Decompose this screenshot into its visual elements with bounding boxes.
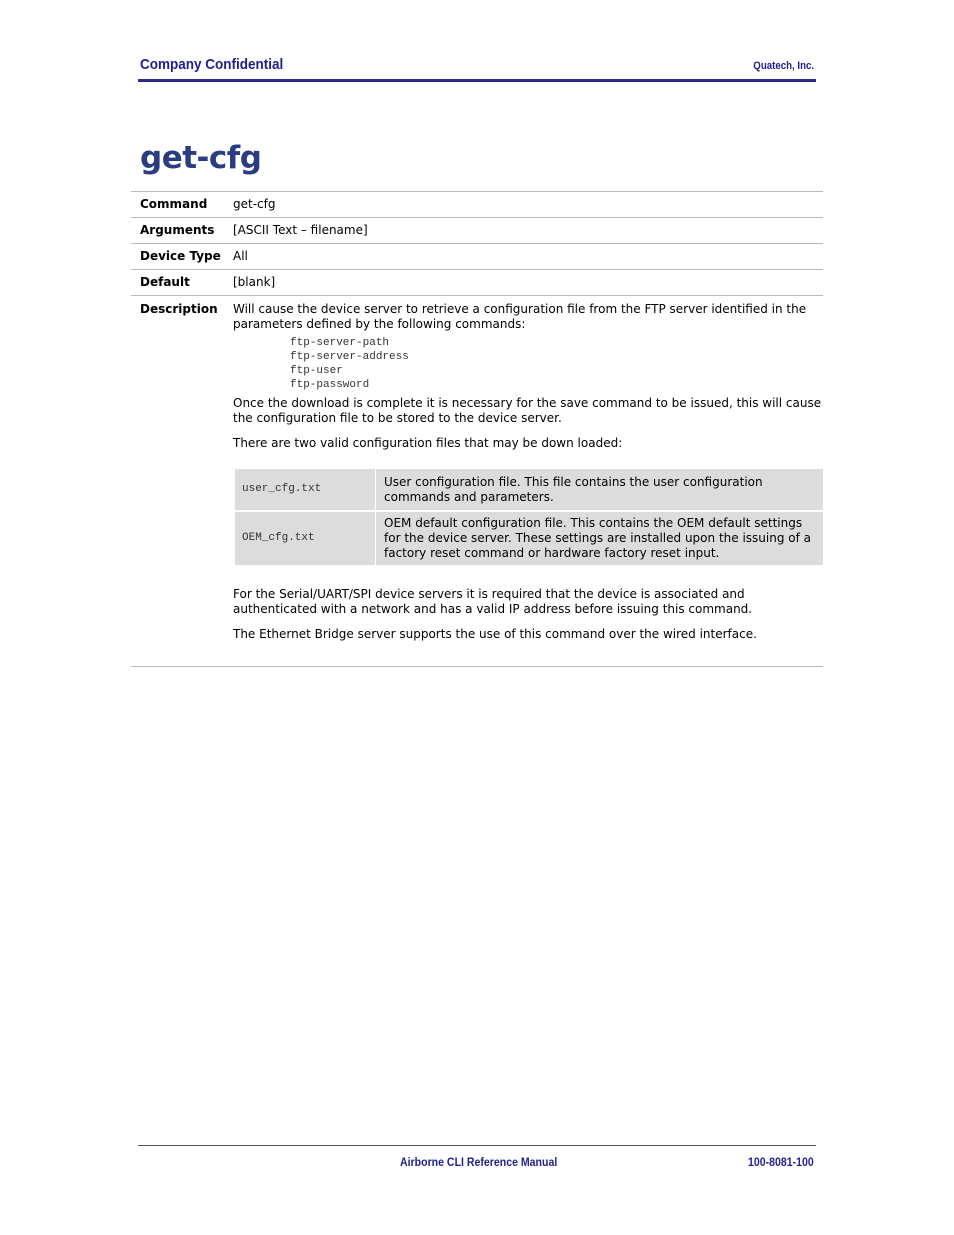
footer-manual-title: Airborne CLI Reference Manual [400, 1155, 558, 1169]
spec-value: All [233, 249, 248, 263]
config-file-description: OEM default configuration file. This contains the OEM default settings for the device server. These settings are installed upon the issuing of a factory reset command or hardware factory reset input. [375, 510, 823, 565]
footer-document-number: 100-8081-100 [748, 1155, 814, 1169]
ftp-command: ftp-password [290, 379, 370, 391]
config-file-description: User configuration file. This file contains the user configuration commands and parameters. [375, 469, 823, 510]
table-row [235, 469, 823, 510]
footer-rule [138, 1145, 816, 1146]
spec-value: [ASCII Text – filename] [233, 223, 368, 237]
spec-label: Arguments [140, 223, 215, 237]
page-title: get-cfg [140, 140, 262, 176]
header-company-confidential: Company Confidential [140, 56, 284, 73]
spec-value: get-cfg [233, 197, 276, 211]
config-file-name: OEM_cfg.txt [235, 510, 375, 565]
spec-row-device-type [131, 244, 823, 270]
ftp-command: ftp-server-path [290, 337, 390, 349]
spec-row-default [131, 270, 823, 296]
table-row [235, 510, 823, 565]
ftp-command-list [290, 336, 823, 392]
spec-label: Description [140, 302, 218, 316]
description-intro: Will cause the device server to retrieve a configuration file from the FTP server identified in the parameters defined by the following commands: [233, 302, 807, 331]
spec-row-description [131, 296, 823, 667]
description-after-download: Once the download is complete it is necessary for the save command to be issued, this will cause the configuration file to be stored to the device server. [233, 396, 822, 425]
spec-row-arguments [131, 218, 823, 244]
spec-label: Device Type [140, 249, 221, 263]
description-body [233, 302, 827, 642]
header-rule [138, 79, 816, 82]
header-company-name: Quatech, Inc. [753, 60, 814, 72]
spec-row-command [131, 192, 823, 218]
spec-value: [blank] [233, 275, 276, 289]
command-spec-table [131, 191, 823, 667]
description-valid-files-intro: There are two valid configuration files that may be down loaded: [233, 436, 623, 450]
description-ethernet-note: The Ethernet Bridge server supports the use of this command over the wired interface. [233, 627, 757, 641]
spec-label: Command [140, 197, 208, 211]
spec-label: Default [140, 275, 190, 289]
config-files-table [235, 469, 823, 565]
description-serial-note: For the Serial/UART/SPI device servers it is required that the device is associated and authenticated with a network and has a valid IP address before issuing this command. [233, 587, 753, 616]
ftp-command: ftp-server-address [290, 351, 409, 363]
config-file-name: user_cfg.txt [235, 469, 375, 510]
ftp-command: ftp-user [290, 365, 343, 377]
